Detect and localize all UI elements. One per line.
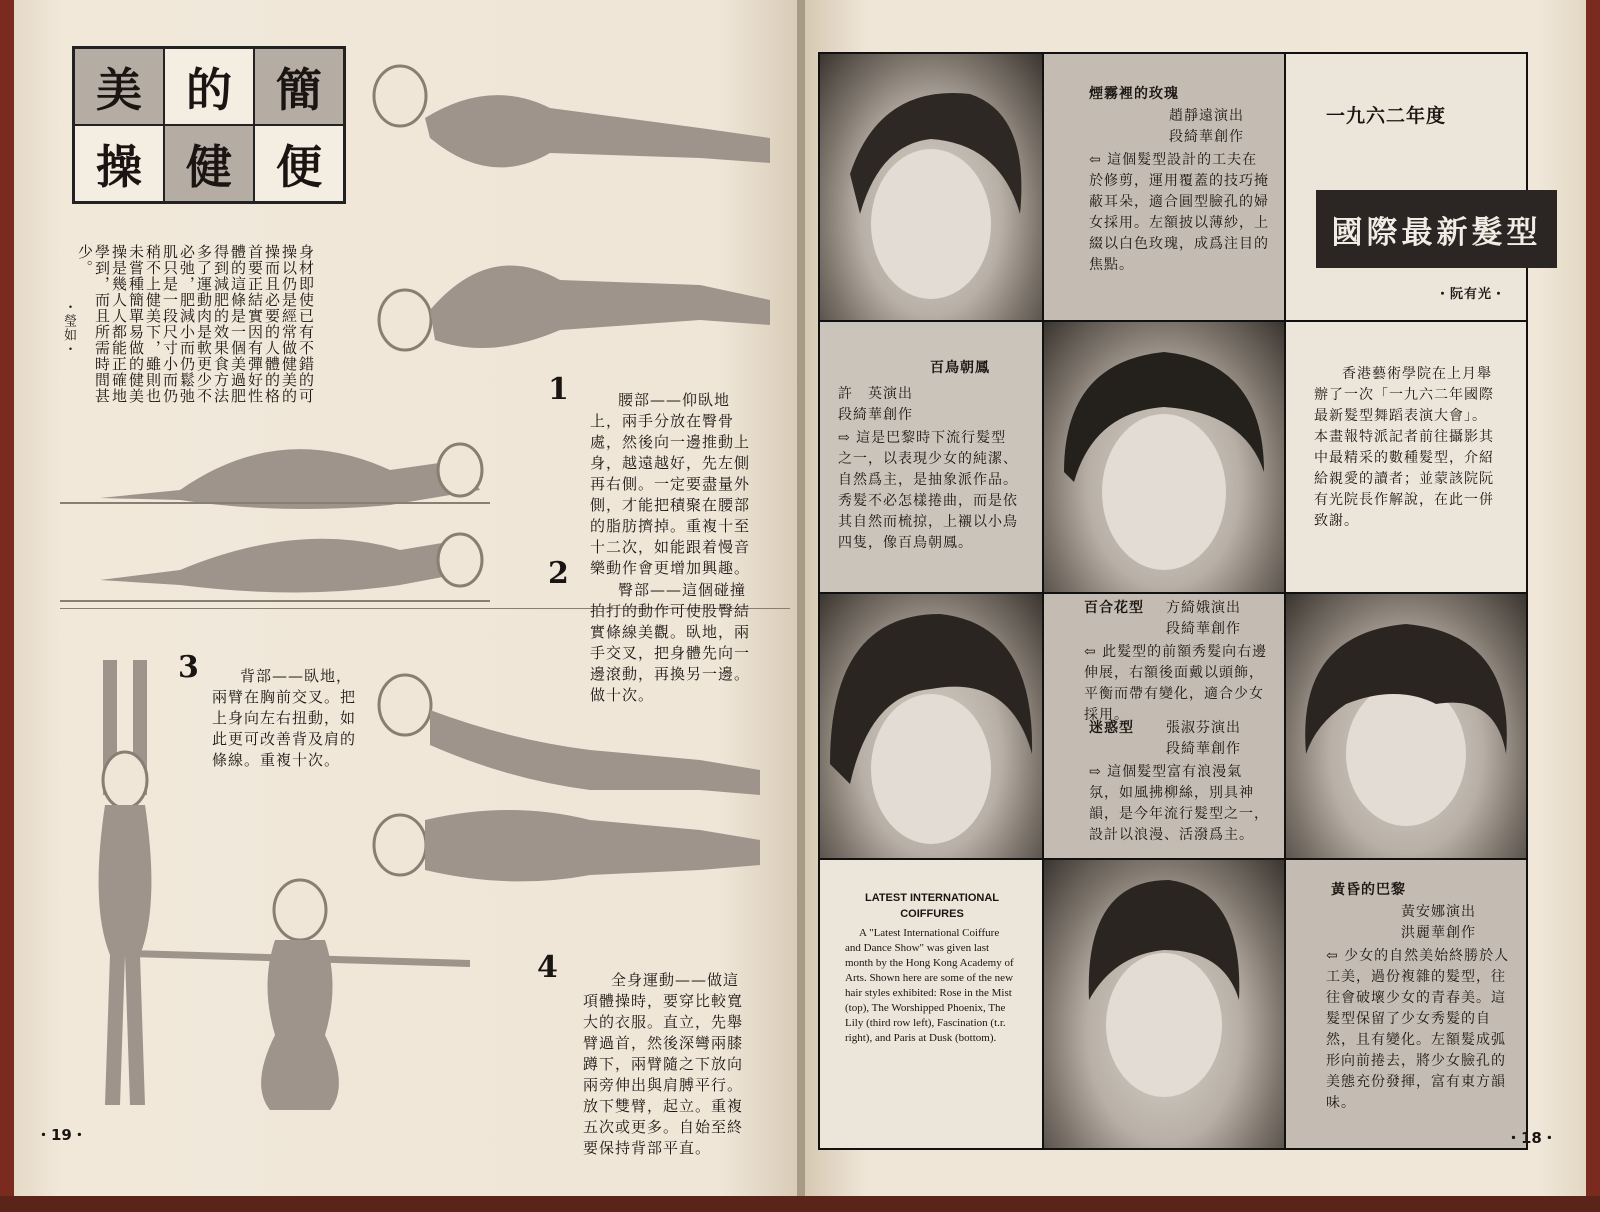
- style-performer: 黃安娜演出: [1401, 904, 1476, 920]
- style-description: ⇦ 這個髮型設計的工夫在於修剪，運用覆蓋的技巧掩蔽耳朵，適合圓型臉孔的婦女採用。左額披以薄紗，上綴以白色玫瑰，成爲注目的焦點。: [1089, 152, 1269, 273]
- author-credit: ・瑩如・: [61, 300, 76, 356]
- article-intro: 香港藝術學院在上月舉辦了一次「一九六二年國際最新髮型舞蹈表演大會」。本畫報特派記者前往攝影其中最精采的數種髮型，介紹給親愛的讀者；並蒙該院阮有光院長作解說，在此一併致謝。: [1314, 366, 1494, 529]
- style-creator: 段綺華創作: [1166, 621, 1241, 637]
- header-cell: [1286, 54, 1526, 320]
- title-char: 美: [74, 48, 164, 125]
- style-description: ⇨ 這是巴黎時下流行髮型之一，以表現少女的純潔、自然爲主，是抽象派作品。秀髮不必怎樣捲曲，而是依其自然而梳掠，上襯以小鳥四隻，像百鳥朝鳳。: [838, 430, 1018, 551]
- exercise-text: 腰部——仰臥地上，兩手分放在臀骨處，然後向一邊推動上身，越遠越好，先左側再右側。一定要盡量外側，才能把積聚在腰部的脂肪擠掉。重複十至十二次，如能跟着慢音樂動作會更增加興趣。: [590, 391, 751, 577]
- style-performer: 許 英演出: [838, 386, 913, 402]
- exercise-number: 1: [548, 372, 569, 407]
- style-title: 黃昏的巴黎: [1331, 882, 1406, 898]
- portrait-placeholder: [1044, 860, 1284, 1148]
- photo-lily: [820, 594, 1042, 858]
- photo-worshipped-phoenix: [1044, 322, 1284, 592]
- title-char: 便: [254, 125, 344, 202]
- style-title: 煙霧裡的玫瑰: [1089, 86, 1179, 102]
- style-description: ⇦ 少女的自然美始終勝於人工美，過份複雜的髮型，往往會破壞少女的青春美。這髮型保留了少女秀髮的自然，且有變化。左額髮成弧形向前捲去，將少女臉孔的美態充份發揮，富有東方韻味。: [1326, 948, 1510, 1111]
- left-title-grid: [72, 46, 346, 204]
- exercise-text: 臀部——這個碰撞拍打的動作可使股臀結實條線美觀。臥地，兩手交叉，把身體先向一邊滾動，再換另一邊。做十次。: [590, 581, 751, 704]
- byline: ・阮有光・: [1436, 287, 1507, 302]
- portrait-placeholder: [1044, 322, 1284, 592]
- exercise-number: 3: [178, 650, 199, 685]
- figure-exercise-lying-2: [370, 230, 790, 380]
- caption-worshipped-phoenix: [820, 322, 1042, 592]
- style-creator: 段綺華創作: [838, 407, 913, 423]
- caption-rose-in-the-mist: [1044, 54, 1284, 320]
- page-number-right: ・18・: [1506, 1129, 1557, 1147]
- style-title: 百鳥朝鳳: [930, 360, 990, 376]
- title-char: 簡: [254, 48, 344, 125]
- style-title: 迷惑型: [1089, 720, 1134, 736]
- photo-rose-in-the-mist: [820, 54, 1042, 320]
- style-performer: 張淑芬演出: [1166, 720, 1241, 736]
- photo-paris-at-dusk: [1044, 860, 1284, 1148]
- right-edge: [1586, 0, 1600, 1212]
- english-summary-cell: [820, 860, 1042, 1148]
- portrait-placeholder: [820, 54, 1042, 320]
- exercise-text: 背部——臥地，兩臂在胸前交叉。把上身向左右扭動，如此更可改善背及肩的條線。重複十次。: [212, 667, 357, 769]
- intro-cell: [1286, 322, 1526, 592]
- style-performer: 趙靜遠演出: [1169, 108, 1244, 124]
- english-heading: LATEST INTERNATIONAL COIFFURES: [864, 892, 1000, 920]
- caption-paris-at-dusk: [1286, 860, 1526, 1148]
- portrait-placeholder: [820, 594, 1042, 858]
- article-title-banner: 國際最新髮型: [1316, 190, 1557, 268]
- title-char: 操: [74, 125, 164, 202]
- left-edge: [0, 0, 14, 1212]
- bottom-edge: [0, 1196, 1600, 1212]
- style-performer: 方綺娥演出: [1166, 600, 1241, 616]
- caption-lily-and-fascination: [1044, 594, 1284, 858]
- intro-text-vertical: 身材即使已有不錯的可操以仍是經常做健美的操而且必要的人體的格首要正結實因有彈好性體的這條是一個美過肥得到減肥的效果食方法多了運動肉是軟更少不必弛，肥減小而仍鬆弛肌只是一段尺寸小而仍稍不上健美下，雖則也未嘗種簡單易做的健美操是幾人人都能正確地學到，而且所需時間甚少。: [76, 244, 315, 404]
- year-title: 一九六二年度: [1326, 105, 1447, 127]
- style-creator: 段綺華創作: [1166, 741, 1241, 757]
- title-char: 的: [164, 48, 254, 125]
- english-body: A "Latest International Coiffure and Dance Show" was given last month by the Hong Kong Academy of Arts. Shown here are some of the new hair styles exhibited: Rose in the Mist (top), The Worshipped Phoenix, The Lily (third row left), Fascination (t.r. right), and Paris at Dusk (bottom).: [845, 927, 1014, 1044]
- style-creator: 段綺華創作: [1169, 129, 1244, 145]
- exercise-text: 全身運動——做這項體操時，要穿比較寬大的衣服。直立，先舉臂過首，然後深彎兩膝蹲下，兩臂隨之下放向兩旁伸出與肩膊平行。放下雙臂，起立。重複五次或更多。自始至終要保持背部平直。: [583, 971, 744, 1157]
- style-title: 百合花型: [1084, 600, 1144, 616]
- portrait-placeholder: [1286, 594, 1526, 858]
- exercise-number: 2: [548, 556, 569, 591]
- style-creator: 洪麗華創作: [1401, 925, 1476, 941]
- photo-fascination: [1286, 594, 1526, 858]
- exercise-number: 4: [537, 950, 558, 985]
- style-description: ⇦ 此髮型的前額秀髮向右邊伸展，右額後面戴以頭飾，平衡而帶有變化，適合少女採用。: [1084, 644, 1268, 723]
- title-char: 健: [164, 125, 254, 202]
- style-description: ⇨ 這個髮型富有浪漫氣氛，如風拂柳絲，別具神韻，是今年流行髮型之一，設計以浪漫、活潑爲主。: [1089, 764, 1269, 843]
- figure-exercise-rolling: [60, 420, 500, 620]
- figure-exercise-lying-1: [370, 58, 790, 208]
- page-number-left: ・19・: [36, 1126, 87, 1144]
